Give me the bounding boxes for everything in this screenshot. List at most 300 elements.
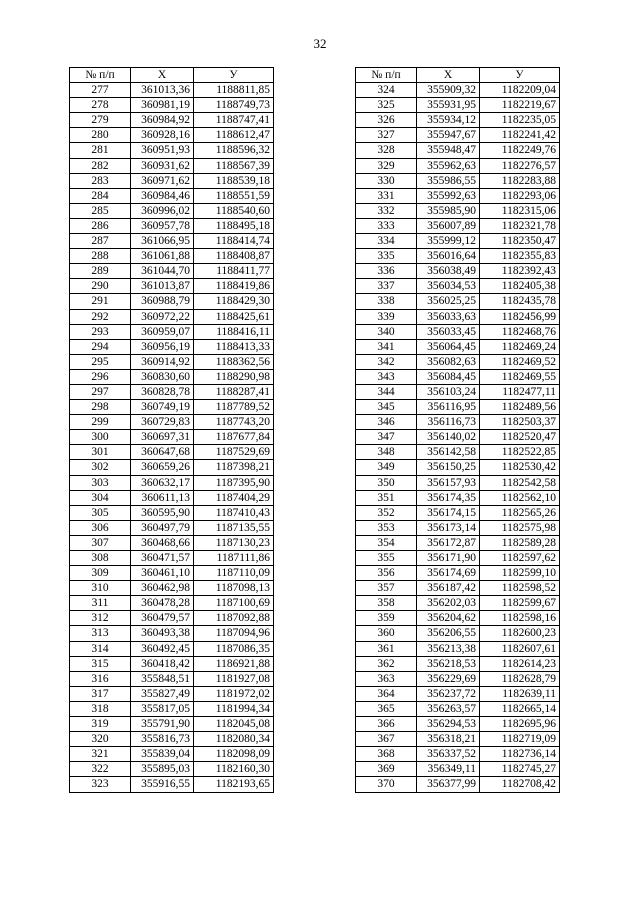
table-row bbox=[356, 430, 560, 445]
cell-point-number: 363 bbox=[356, 671, 417, 686]
cell-y: 1187677,84 bbox=[194, 430, 274, 445]
header-y: У bbox=[480, 68, 560, 83]
cell-y: 1182276,57 bbox=[480, 158, 560, 173]
cell-point-number: 319 bbox=[70, 717, 131, 732]
cell-y: 1182565,26 bbox=[480, 505, 560, 520]
cell-point-number: 322 bbox=[70, 762, 131, 777]
cell-y: 1182665,14 bbox=[480, 701, 560, 716]
cell-x: 360497,79 bbox=[131, 520, 194, 535]
cell-y: 1182599,67 bbox=[480, 596, 560, 611]
cell-x: 360493,38 bbox=[131, 626, 194, 641]
cell-y: 1187789,52 bbox=[194, 400, 274, 415]
table-row bbox=[356, 490, 560, 505]
cell-point-number: 335 bbox=[356, 249, 417, 264]
cell-x: 355848,51 bbox=[131, 671, 194, 686]
cell-point-number: 314 bbox=[70, 641, 131, 656]
cell-y: 1188408,87 bbox=[194, 249, 274, 264]
cell-point-number: 289 bbox=[70, 264, 131, 279]
cell-x: 356016,64 bbox=[417, 249, 480, 264]
cell-point-number: 331 bbox=[356, 188, 417, 203]
header-y: У bbox=[194, 68, 274, 83]
table-row bbox=[356, 460, 560, 475]
table-row bbox=[356, 551, 560, 566]
cell-y: 1188416,11 bbox=[194, 324, 274, 339]
cell-point-number: 332 bbox=[356, 203, 417, 218]
table-row bbox=[356, 581, 560, 596]
table-row bbox=[356, 249, 560, 264]
cell-y: 1188411,77 bbox=[194, 264, 274, 279]
cell-y: 1182589,28 bbox=[480, 535, 560, 550]
cell-y: 1182293,06 bbox=[480, 188, 560, 203]
cell-y: 1188425,61 bbox=[194, 309, 274, 324]
cell-y: 1182469,55 bbox=[480, 369, 560, 384]
table-row bbox=[70, 732, 274, 747]
cell-y: 1182456,99 bbox=[480, 309, 560, 324]
cell-x: 360659,26 bbox=[131, 460, 194, 475]
table-row bbox=[70, 686, 274, 701]
table-row bbox=[70, 234, 274, 249]
cell-y: 1182530,42 bbox=[480, 460, 560, 475]
cell-point-number: 306 bbox=[70, 520, 131, 535]
cell-x: 360462,98 bbox=[131, 581, 194, 596]
cell-x: 360478,28 bbox=[131, 596, 194, 611]
cell-y: 1181927,08 bbox=[194, 671, 274, 686]
table-row bbox=[70, 611, 274, 626]
table-row bbox=[356, 717, 560, 732]
table-row bbox=[356, 369, 560, 384]
cell-x: 356038,49 bbox=[417, 264, 480, 279]
table-row bbox=[70, 777, 274, 792]
cell-y: 1187098,13 bbox=[194, 581, 274, 596]
cell-x: 355934,12 bbox=[417, 113, 480, 128]
cell-y: 1182562,10 bbox=[480, 490, 560, 505]
cell-x: 360951,93 bbox=[131, 143, 194, 158]
cell-x: 361013,36 bbox=[131, 83, 194, 98]
cell-x: 355817,05 bbox=[131, 701, 194, 716]
cell-y: 1182607,61 bbox=[480, 641, 560, 656]
table-row bbox=[70, 626, 274, 641]
cell-point-number: 280 bbox=[70, 128, 131, 143]
cell-point-number: 313 bbox=[70, 626, 131, 641]
table-row bbox=[356, 158, 560, 173]
cell-point-number: 304 bbox=[70, 490, 131, 505]
cell-x: 361066,95 bbox=[131, 234, 194, 249]
cell-x: 361044,70 bbox=[131, 264, 194, 279]
cell-point-number: 325 bbox=[356, 98, 417, 113]
table-header-row bbox=[70, 68, 274, 83]
cell-y: 1182708,42 bbox=[480, 777, 560, 792]
cell-point-number: 330 bbox=[356, 173, 417, 188]
table-row bbox=[356, 234, 560, 249]
cell-x: 360928,16 bbox=[131, 128, 194, 143]
cell-x: 360959,07 bbox=[131, 324, 194, 339]
cell-y: 1182597,62 bbox=[480, 551, 560, 566]
cell-point-number: 291 bbox=[70, 294, 131, 309]
cell-y: 1181972,02 bbox=[194, 686, 274, 701]
table-row bbox=[70, 188, 274, 203]
cell-x: 355791,90 bbox=[131, 717, 194, 732]
cell-x: 361013,87 bbox=[131, 279, 194, 294]
cell-y: 1182600,23 bbox=[480, 626, 560, 641]
cell-point-number: 327 bbox=[356, 128, 417, 143]
cell-point-number: 353 bbox=[356, 520, 417, 535]
cell-point-number: 349 bbox=[356, 460, 417, 475]
cell-x: 355827,49 bbox=[131, 686, 194, 701]
cell-y: 1188811,85 bbox=[194, 83, 274, 98]
cell-y: 1188419,86 bbox=[194, 279, 274, 294]
cell-point-number: 294 bbox=[70, 339, 131, 354]
cell-y: 1187404,29 bbox=[194, 490, 274, 505]
cell-y: 1187086,35 bbox=[194, 641, 274, 656]
cell-x: 355839,04 bbox=[131, 747, 194, 762]
cell-point-number: 296 bbox=[70, 369, 131, 384]
table-row bbox=[70, 128, 274, 143]
cell-y: 1188495,18 bbox=[194, 218, 274, 233]
header-point-number: № п/п bbox=[356, 68, 417, 83]
table-row bbox=[356, 611, 560, 626]
cell-x: 355985,90 bbox=[417, 203, 480, 218]
cell-point-number: 302 bbox=[70, 460, 131, 475]
cell-x: 356064,45 bbox=[417, 339, 480, 354]
table-row bbox=[70, 218, 274, 233]
table-row bbox=[356, 143, 560, 158]
cell-y: 1182628,79 bbox=[480, 671, 560, 686]
cell-y: 1182477,11 bbox=[480, 384, 560, 399]
table-row bbox=[70, 671, 274, 686]
cell-point-number: 350 bbox=[356, 475, 417, 490]
cell-point-number: 298 bbox=[70, 400, 131, 415]
cell-point-number: 287 bbox=[70, 234, 131, 249]
cell-x: 356174,15 bbox=[417, 505, 480, 520]
cell-point-number: 352 bbox=[356, 505, 417, 520]
cell-y: 1187529,69 bbox=[194, 445, 274, 460]
table-row bbox=[70, 747, 274, 762]
cell-point-number: 345 bbox=[356, 400, 417, 415]
cell-x: 360632,17 bbox=[131, 475, 194, 490]
cell-point-number: 299 bbox=[70, 415, 131, 430]
cell-y: 1188539,18 bbox=[194, 173, 274, 188]
cell-point-number: 340 bbox=[356, 324, 417, 339]
cell-point-number: 316 bbox=[70, 671, 131, 686]
table-row bbox=[70, 551, 274, 566]
table-row bbox=[70, 203, 274, 218]
table-row bbox=[70, 173, 274, 188]
table-row bbox=[70, 490, 274, 505]
cell-point-number: 312 bbox=[70, 611, 131, 626]
table-row bbox=[356, 279, 560, 294]
cell-point-number: 324 bbox=[356, 83, 417, 98]
cell-point-number: 358 bbox=[356, 596, 417, 611]
cell-y: 1182468,76 bbox=[480, 324, 560, 339]
cell-y: 1181994,34 bbox=[194, 701, 274, 716]
cell-y: 1182283,88 bbox=[480, 173, 560, 188]
cell-point-number: 278 bbox=[70, 98, 131, 113]
table-row bbox=[70, 701, 274, 716]
cell-x: 355962,63 bbox=[417, 158, 480, 173]
cell-point-number: 370 bbox=[356, 777, 417, 792]
cell-point-number: 334 bbox=[356, 234, 417, 249]
cell-x: 356142,58 bbox=[417, 445, 480, 460]
cell-point-number: 362 bbox=[356, 656, 417, 671]
cell-y: 1182614,23 bbox=[480, 656, 560, 671]
cell-x: 356007,89 bbox=[417, 218, 480, 233]
cell-y: 1187100,69 bbox=[194, 596, 274, 611]
table-row bbox=[356, 98, 560, 113]
cell-point-number: 365 bbox=[356, 701, 417, 716]
table-row bbox=[356, 641, 560, 656]
cell-y: 1182503,37 bbox=[480, 415, 560, 430]
cell-point-number: 320 bbox=[70, 732, 131, 747]
cell-point-number: 338 bbox=[356, 294, 417, 309]
cell-x: 356140,02 bbox=[417, 430, 480, 445]
cell-y: 1182575,98 bbox=[480, 520, 560, 535]
cell-x: 355816,73 bbox=[131, 732, 194, 747]
cell-x: 360996,02 bbox=[131, 203, 194, 218]
table-row bbox=[70, 430, 274, 445]
cell-y: 1182209,04 bbox=[480, 83, 560, 98]
cell-x: 360611,13 bbox=[131, 490, 194, 505]
cell-point-number: 351 bbox=[356, 490, 417, 505]
table-row bbox=[70, 535, 274, 550]
cell-x: 360828,78 bbox=[131, 384, 194, 399]
cell-x: 356206,55 bbox=[417, 626, 480, 641]
table-row bbox=[70, 339, 274, 354]
cell-point-number: 290 bbox=[70, 279, 131, 294]
cell-y: 1182520,47 bbox=[480, 430, 560, 445]
cell-x: 356337,52 bbox=[417, 747, 480, 762]
table-row bbox=[70, 113, 274, 128]
cell-y: 1188413,33 bbox=[194, 339, 274, 354]
cell-y: 1182045,08 bbox=[194, 717, 274, 732]
table-row bbox=[356, 339, 560, 354]
table-row bbox=[356, 566, 560, 581]
table-row bbox=[356, 400, 560, 415]
table-row bbox=[356, 294, 560, 309]
cell-y: 1188287,41 bbox=[194, 384, 274, 399]
table-row bbox=[70, 294, 274, 309]
header-point-number: № п/п bbox=[70, 68, 131, 83]
cell-point-number: 354 bbox=[356, 535, 417, 550]
table-row bbox=[70, 309, 274, 324]
table-row bbox=[356, 686, 560, 701]
table-row bbox=[356, 324, 560, 339]
table-row bbox=[356, 520, 560, 535]
cell-y: 1182355,83 bbox=[480, 249, 560, 264]
cell-point-number: 347 bbox=[356, 430, 417, 445]
cell-x: 360956,19 bbox=[131, 339, 194, 354]
cell-point-number: 343 bbox=[356, 369, 417, 384]
table-row bbox=[70, 400, 274, 415]
cell-point-number: 346 bbox=[356, 415, 417, 430]
table-row bbox=[356, 203, 560, 218]
cell-x: 360461,10 bbox=[131, 566, 194, 581]
table-row bbox=[356, 626, 560, 641]
cell-point-number: 329 bbox=[356, 158, 417, 173]
table-row bbox=[70, 475, 274, 490]
cell-point-number: 323 bbox=[70, 777, 131, 792]
cell-point-number: 337 bbox=[356, 279, 417, 294]
cell-point-number: 293 bbox=[70, 324, 131, 339]
cell-point-number: 307 bbox=[70, 535, 131, 550]
cell-x: 360957,78 bbox=[131, 218, 194, 233]
cell-x: 356033,45 bbox=[417, 324, 480, 339]
table-row bbox=[70, 762, 274, 777]
cell-x: 360729,83 bbox=[131, 415, 194, 430]
cell-y: 1187410,43 bbox=[194, 505, 274, 520]
cell-x: 356082,63 bbox=[417, 354, 480, 369]
table-row bbox=[70, 158, 274, 173]
table-row bbox=[356, 264, 560, 279]
cell-y: 1187094,96 bbox=[194, 626, 274, 641]
cell-y: 1182489,56 bbox=[480, 400, 560, 415]
cell-y: 1188596,32 bbox=[194, 143, 274, 158]
table-row bbox=[356, 732, 560, 747]
table-row bbox=[356, 671, 560, 686]
cell-x: 355916,55 bbox=[131, 777, 194, 792]
cell-point-number: 315 bbox=[70, 656, 131, 671]
cell-point-number: 328 bbox=[356, 143, 417, 158]
table-row bbox=[70, 264, 274, 279]
table-row bbox=[70, 415, 274, 430]
cell-point-number: 285 bbox=[70, 203, 131, 218]
cell-y: 1187092,88 bbox=[194, 611, 274, 626]
cell-x: 356377,99 bbox=[417, 777, 480, 792]
cell-point-number: 284 bbox=[70, 188, 131, 203]
cell-y: 1188540,60 bbox=[194, 203, 274, 218]
header-x: X bbox=[131, 68, 194, 83]
cell-y: 1182522,85 bbox=[480, 445, 560, 460]
table-row bbox=[356, 445, 560, 460]
cell-x: 360697,31 bbox=[131, 430, 194, 445]
cell-y: 1182219,67 bbox=[480, 98, 560, 113]
cell-x: 360749,19 bbox=[131, 400, 194, 415]
table-row bbox=[70, 354, 274, 369]
cell-x: 356202,03 bbox=[417, 596, 480, 611]
table-row bbox=[356, 309, 560, 324]
cell-y: 1187130,23 bbox=[194, 535, 274, 550]
table-row bbox=[70, 460, 274, 475]
table-row bbox=[70, 505, 274, 520]
cell-x: 360981,19 bbox=[131, 98, 194, 113]
table-row bbox=[70, 445, 274, 460]
cell-y: 1182098,09 bbox=[194, 747, 274, 762]
cell-x: 356263,57 bbox=[417, 701, 480, 716]
cell-y: 1182315,06 bbox=[480, 203, 560, 218]
cell-x: 355992,63 bbox=[417, 188, 480, 203]
cell-point-number: 321 bbox=[70, 747, 131, 762]
cell-point-number: 297 bbox=[70, 384, 131, 399]
cell-y: 1188429,30 bbox=[194, 294, 274, 309]
cell-point-number: 368 bbox=[356, 747, 417, 762]
cell-x: 355909,32 bbox=[417, 83, 480, 98]
cell-point-number: 300 bbox=[70, 430, 131, 445]
cell-point-number: 348 bbox=[356, 445, 417, 460]
cell-x: 356084,45 bbox=[417, 369, 480, 384]
table-row bbox=[70, 369, 274, 384]
cell-x: 356349,11 bbox=[417, 762, 480, 777]
cell-point-number: 286 bbox=[70, 218, 131, 233]
table-row bbox=[70, 279, 274, 294]
cell-y: 1188612,47 bbox=[194, 128, 274, 143]
cell-point-number: 359 bbox=[356, 611, 417, 626]
cell-x: 356034,53 bbox=[417, 279, 480, 294]
table-row bbox=[70, 581, 274, 596]
cell-point-number: 333 bbox=[356, 218, 417, 233]
table-row bbox=[356, 128, 560, 143]
cell-point-number: 356 bbox=[356, 566, 417, 581]
cell-point-number: 357 bbox=[356, 581, 417, 596]
cell-x: 356187,42 bbox=[417, 581, 480, 596]
cell-point-number: 303 bbox=[70, 475, 131, 490]
table-row bbox=[356, 354, 560, 369]
cell-point-number: 344 bbox=[356, 384, 417, 399]
cell-x: 361061,88 bbox=[131, 249, 194, 264]
cell-y: 1182542,58 bbox=[480, 475, 560, 490]
cell-y: 1182160,30 bbox=[194, 762, 274, 777]
cell-y: 1188414,74 bbox=[194, 234, 274, 249]
cell-x: 360984,92 bbox=[131, 113, 194, 128]
table-row bbox=[70, 520, 274, 535]
cell-x: 360468,66 bbox=[131, 535, 194, 550]
table-row bbox=[70, 596, 274, 611]
cell-y: 1182435,78 bbox=[480, 294, 560, 309]
coordinates-table-left bbox=[69, 67, 274, 793]
cell-x: 356025,25 bbox=[417, 294, 480, 309]
cell-y: 1182469,52 bbox=[480, 354, 560, 369]
cell-x: 356229,69 bbox=[417, 671, 480, 686]
cell-x: 360418,42 bbox=[131, 656, 194, 671]
cell-x: 355999,12 bbox=[417, 234, 480, 249]
cell-y: 1187398,21 bbox=[194, 460, 274, 475]
cell-point-number: 283 bbox=[70, 173, 131, 188]
cell-y: 1188747,41 bbox=[194, 113, 274, 128]
table-row bbox=[70, 641, 274, 656]
table-row bbox=[70, 717, 274, 732]
cell-point-number: 369 bbox=[356, 762, 417, 777]
cell-point-number: 339 bbox=[356, 309, 417, 324]
cell-x: 360479,57 bbox=[131, 611, 194, 626]
cell-point-number: 336 bbox=[356, 264, 417, 279]
cell-point-number: 341 bbox=[356, 339, 417, 354]
cell-x: 360984,46 bbox=[131, 188, 194, 203]
cell-point-number: 279 bbox=[70, 113, 131, 128]
cell-y: 1188551,59 bbox=[194, 188, 274, 203]
table-row bbox=[70, 83, 274, 98]
cell-y: 1187743,20 bbox=[194, 415, 274, 430]
cell-y: 1182193,65 bbox=[194, 777, 274, 792]
cell-x: 360830,60 bbox=[131, 369, 194, 384]
table-row bbox=[70, 656, 274, 671]
cell-y: 1182405,38 bbox=[480, 279, 560, 294]
cell-point-number: 308 bbox=[70, 551, 131, 566]
header-x: X bbox=[417, 68, 480, 83]
cell-y: 1188567,39 bbox=[194, 158, 274, 173]
cell-point-number: 360 bbox=[356, 626, 417, 641]
table-row bbox=[356, 535, 560, 550]
cell-x: 356294,53 bbox=[417, 717, 480, 732]
cell-point-number: 318 bbox=[70, 701, 131, 716]
cell-x: 356171,90 bbox=[417, 551, 480, 566]
cell-y: 1182241,42 bbox=[480, 128, 560, 143]
cell-y: 1182321,78 bbox=[480, 218, 560, 233]
cell-x: 360595,90 bbox=[131, 505, 194, 520]
cell-x: 356204,62 bbox=[417, 611, 480, 626]
table-row bbox=[356, 596, 560, 611]
cell-y: 1182350,47 bbox=[480, 234, 560, 249]
table-row bbox=[356, 505, 560, 520]
cell-y: 1186921,88 bbox=[194, 656, 274, 671]
cell-x: 356116,95 bbox=[417, 400, 480, 415]
